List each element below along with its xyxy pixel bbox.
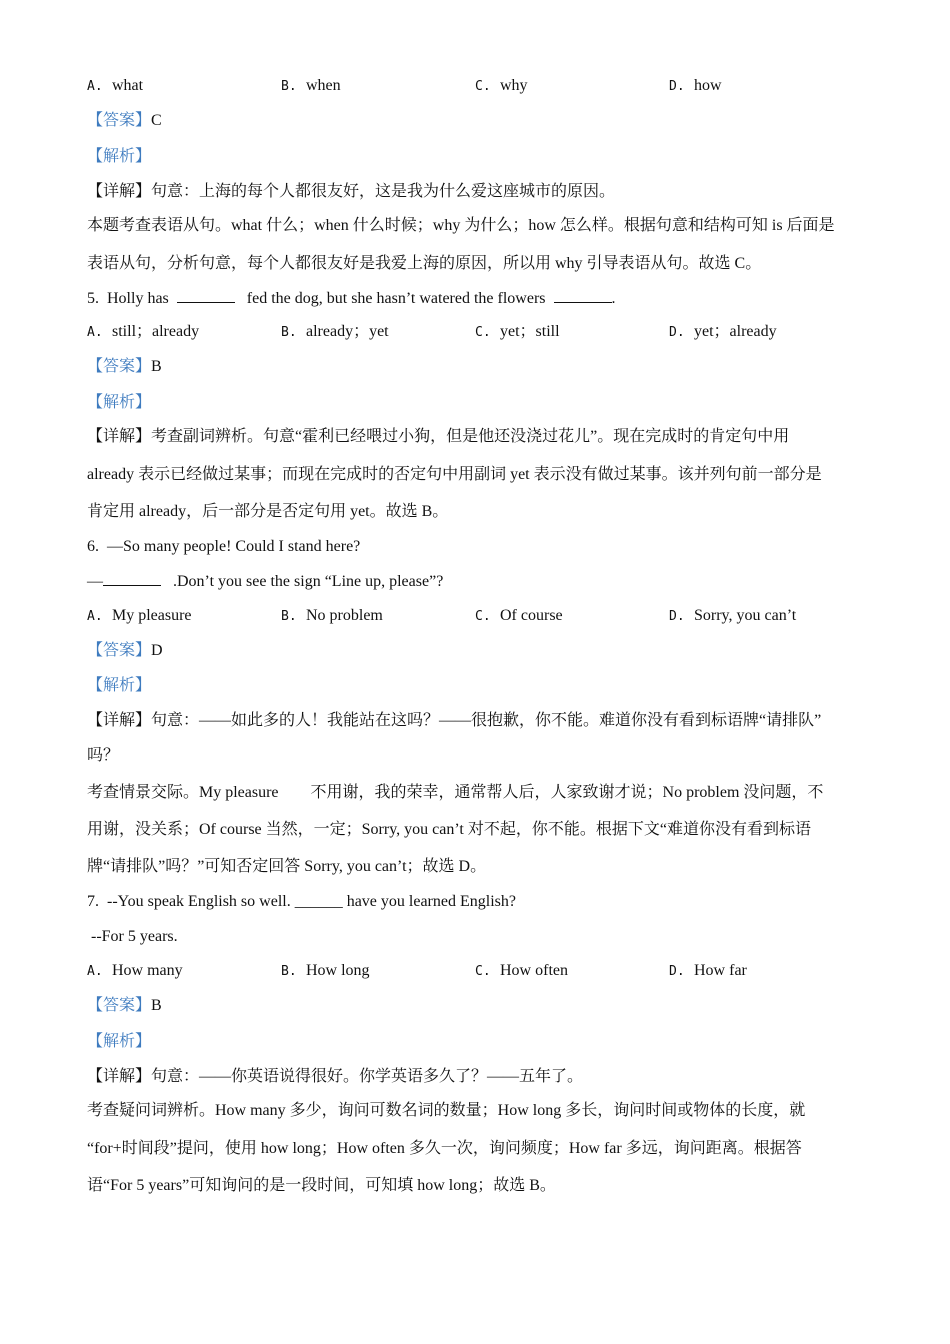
q6-explanation-line-2: 用谢，没关系；Of course 当然，一定；Sorry, you can’t 对不起，你不能。根据下文“难道你没有看到标语 [87, 821, 811, 838]
answer-label: 【答案】 [87, 642, 152, 659]
q6-option-a[interactable]: A. My pleasure [87, 607, 192, 624]
q7-option-b[interactable]: B. How long [281, 962, 370, 979]
q6-analysis-label: 【解析】 [87, 677, 152, 694]
q6-detail-line-2: 吗？ [87, 747, 120, 764]
detail-label: 【详解】 [87, 183, 152, 200]
answer-blank [554, 288, 612, 303]
q7-stem-line-2: --For 5 years. [91, 928, 178, 945]
q7-analysis-label: 【解析】 [87, 1033, 152, 1050]
q5-option-d[interactable]: D. yet；already [669, 323, 777, 340]
q5-detail-line-1: 【详解】考查副词辨析。句意“霍利已经喂过小狗，但是他还没浇过花儿”。现在完成时的肯定句中用 [87, 428, 790, 445]
q4-detail: 【详解】句意：上海的每个人都很友好，这是我为什么爱这座城市的原因。 [87, 183, 616, 200]
q5-options [87, 322, 887, 342]
q4-explanation-line-2: 表语从句，分析句意，每个人都很友好是我爱上海的原因，所以用 why 引导表语从句。故选 C。 [87, 255, 762, 272]
q4-explanation-line-1: 本题考查表语从句。what 什么；when 什么时候；why 为什么；how 怎么样。根据句意和结构可知 is 后面是 [87, 217, 835, 234]
detail-label: 【详解】 [87, 428, 152, 445]
q6-option-d[interactable]: D. Sorry, you can’t [669, 607, 797, 624]
q5-stem: 5. Holly has fed the dog, but she hasn’t watered the flowers . [87, 290, 616, 307]
q4-option-b[interactable]: B. when [281, 77, 341, 94]
answer-value: C [151, 112, 162, 129]
q6-stem-line-2: — .Don’t you see the sign “Line up, please”? [87, 573, 444, 590]
q7-detail: 【详解】句意：——你英语说得很好。你学英语多久了？——五年了。 [87, 1068, 584, 1085]
answer-label: 【答案】 [87, 112, 152, 129]
q7-explanation-line-2: “for+时间段”提问，使用 how long；How often 多久一次，询问频度；How far 多远，询问距离。根据答 [87, 1140, 802, 1157]
q4-option-c[interactable]: C. why [475, 77, 528, 94]
question-number: 6. [87, 538, 99, 555]
q4-option-a[interactable]: A. what [87, 77, 144, 94]
answer-label: 【答案】 [87, 997, 152, 1014]
detail-label: 【详解】 [87, 1068, 152, 1085]
answer-blank [103, 571, 161, 586]
q5-detail-line-3: 肯定用 already，后一部分是否定句用 yet。故选 B。 [87, 503, 449, 520]
q6-detail-line-1: 【详解】句意：——如此多的人！我能站在这吗？——很抱歉，你不能。难道你没有看到标语牌“请排队” [87, 712, 822, 729]
q6-explanation-line-1: 考查情景交际。My pleasure 不用谢，我的荣幸，通常帮人后，人家致谢才说；No problem 没问题，不 [87, 784, 824, 801]
answer-label: 【答案】 [87, 358, 152, 375]
q5-answer [87, 357, 162, 377]
q6-option-b[interactable]: B. No problem [281, 607, 383, 624]
question-number: 5. [87, 290, 99, 307]
answer-blank [177, 288, 235, 303]
q7-option-d[interactable]: D. How far [669, 962, 747, 979]
answer-value: D [151, 642, 163, 659]
answer-value: B [151, 358, 162, 375]
question-number: 7. [87, 893, 99, 910]
q6-answer [87, 641, 163, 661]
q7-explanation-line-1: 考查疑问词辨析。How many 多少，询问可数名词的数量；How long 多长，询问时间或物体的长度，就 [87, 1102, 806, 1119]
q7-option-a[interactable]: A. How many [87, 962, 183, 979]
q7-answer [87, 996, 162, 1016]
q5-option-c[interactable]: C. yet；still [475, 323, 560, 340]
q7-option-c[interactable]: C. How often [475, 962, 568, 979]
q5-detail-line-2: already 表示已经做过某事；而现在完成时的否定句中用副词 yet 表示没有做过某事。该并列句前一部分是 [87, 466, 822, 483]
q6-stem-line-1: 6. —So many people! Could I stand here? [87, 538, 361, 555]
q4-answer [87, 111, 162, 131]
q6-explanation-line-3: 牌“请排队”吗？”可知否定回答 Sorry, you can’t；故选 D。 [87, 858, 487, 875]
q7-explanation-line-3: 语“For 5 years”可知询问的是一段时间，可知填 how long；故选 B。 [87, 1177, 556, 1194]
q4-analysis-label: 【解析】 [87, 148, 152, 165]
q6-options [87, 606, 887, 626]
q5-option-b[interactable]: B. already；yet [281, 323, 389, 340]
q5-analysis-label: 【解析】 [87, 394, 152, 411]
detail-label: 【详解】 [87, 712, 152, 729]
q7-options [87, 961, 887, 981]
q7-stem-line-1: 7. --You speak English so well. ______ have you learned English? [87, 893, 516, 910]
q5-option-a[interactable]: A. still；already [87, 323, 200, 340]
q4-option-d[interactable]: D. how [669, 77, 722, 94]
q4-options [87, 76, 887, 96]
answer-value: B [151, 997, 162, 1014]
q6-option-c[interactable]: C. Of course [475, 607, 563, 624]
